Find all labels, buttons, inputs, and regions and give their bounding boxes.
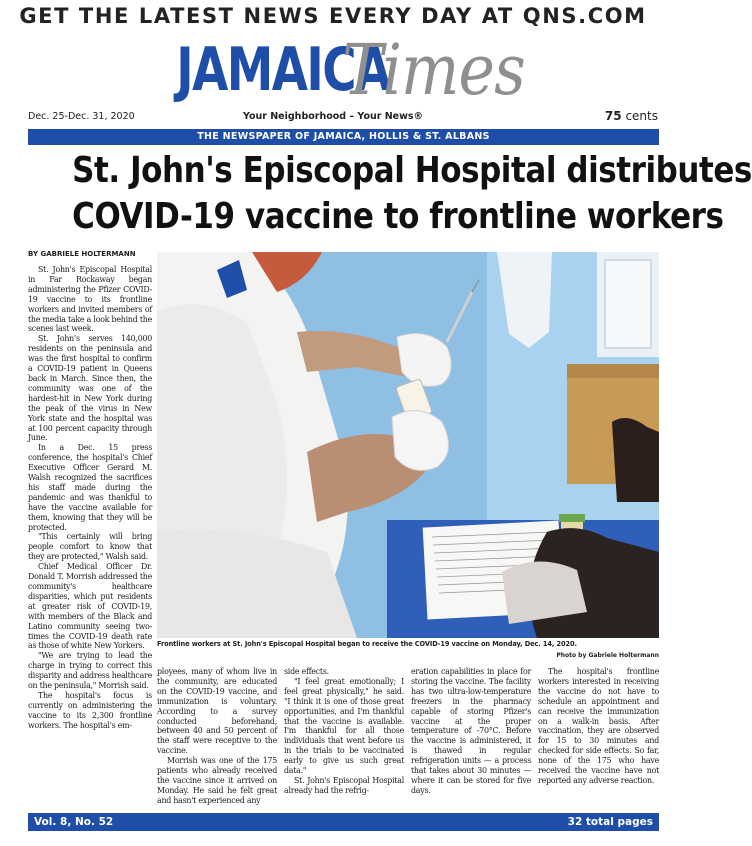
volume-number: Vol. 8, No. 52 — [34, 816, 114, 828]
total-pages: 32 total pages — [567, 816, 653, 828]
vaccine-photo-illustration — [157, 252, 659, 638]
price-number: 75 — [604, 109, 622, 123]
masthead-jamaica: JAMAICA — [176, 35, 390, 105]
masthead-times: Times — [341, 29, 525, 111]
paragraph: St. John's serves 140,000 residents on the peninsula and was the first hospital to confirm a COVID-19 patient in Queens back in March. Since then, the community was one of the hardest-hit in New York during the peak of the virus in New York state and the hospital was at 100 percent capacity through June. — [28, 334, 152, 443]
section-ribbon: THE NEWSPAPER OF JAMAICA, HOLLIS & ST. ALBANS — [28, 129, 659, 145]
photo-caption: Frontline workers at St. John's Episcopal Hospital began to receive the COVID-19 vaccine on Monday, Dec. 14, 2020. — [157, 640, 577, 648]
photo-credit: Photo by Gabriele Holtermann — [556, 652, 659, 659]
article-column-2 — [157, 667, 277, 806]
paragraph: ployees, many of whom live in the community, are educated on the COVID-19 vaccine, and immunization is voluntary. According to a survey conducted beforehand, between 40 and 50 percent of the staff were receptive to the vaccine. — [157, 667, 277, 756]
headline-line-2: COVID-19 vaccine to frontline workers — [72, 196, 724, 237]
paragraph: St. John's Episcopal Hospital in Far Rockaway began administering the Pfizer COVID-19 vaccine to its frontline workers and invited members of the media take a look behind the scenes last week. — [28, 265, 152, 334]
article-photo — [157, 252, 659, 638]
paragraph: The hospital's focus is currently on administering the vaccine to its 2,300 frontline workers. The hospital's em- — [28, 690, 152, 730]
tagline: Your Neighborhood – Your News® — [242, 111, 424, 122]
paragraph: "This certainly will bring people comfort to know that they are protected," Walsh said. — [28, 532, 152, 562]
masthead-logo — [0, 30, 666, 110]
paragraph: side effects. — [284, 667, 329, 676]
article-column-5 — [538, 667, 659, 786]
paragraph: "We are trying to lead the charge in trying to correct this disparity and address healthcare on the peninsula," Morrish said. — [28, 651, 152, 691]
byline: BY GABRIELE HOLTERMANN — [28, 250, 136, 258]
paragraph: In a Dec. 15 press conference, the hospital's Chief Executive Officer Gerard M. Walsh recognized the sacrifices his staff made during the pandemic and was thankful to have the vaccine available for them, knowing that they will be protected. — [28, 443, 152, 532]
price-unit: cents — [625, 109, 658, 123]
top-banner: GET THE LATEST NEWS EVERY DAY AT QNS.COM — [19, 4, 647, 28]
article-headline — [28, 148, 752, 240]
article-column-4 — [411, 667, 531, 796]
article-column-3 — [284, 667, 404, 796]
paragraph: eration capabilities in place for storing the vaccine. The facility has two ultra-low-temperature freezers in the pharmacy capable of storing Pfizer's vaccine at the proper temperature of -70°C. Before the vaccine is administered, it is thawed in regular refrigeration units — a process that takes about 30 minutes — where it can be stored for five days. — [411, 667, 531, 795]
paragraph: Morrish was one of the 175 patients who already received the vaccine since it arrived on Monday. He said he felt great and hasn't experienced any — [157, 756, 277, 805]
paragraph: Chief Medical Officer Dr. Donald T. Morrish addressed the community's healthcare disparities, which put residents at greater risk of COVID-19, with members of the Black and Latino community seeing two-times the COVID-19 death rate as those of white New Yorkers. — [28, 562, 152, 651]
footer-bar — [28, 813, 659, 831]
paragraph: The hospital's frontline workers interested in receiving the vaccine do not have to schedule an appointment and can receive the immunization on a walk-in basis. After vaccination, they are observed for 15 to 30 minutes and checked for side effects. So far, none of the 175 who have received the vaccine have not reported any adverse reaction. — [538, 667, 659, 785]
paragraph: St. John's Episcopal Hospital already had the refrig- — [284, 775, 404, 795]
issue-dates: Dec. 25-Dec. 31, 2020 — [28, 111, 135, 122]
paragraph: "I feel great emotionally; I feel great physically," he said. "I think it is one of those great opportunities, and I'm thankful that the vaccine is available. I'm thankful for all those individuals that went before us in the trials to be vaccinated early to give us such great data." — [284, 676, 404, 776]
headline-line-1: St. John's Episcopal Hospital distributes — [72, 150, 752, 191]
article-column-1 — [28, 265, 152, 731]
price — [605, 109, 658, 123]
